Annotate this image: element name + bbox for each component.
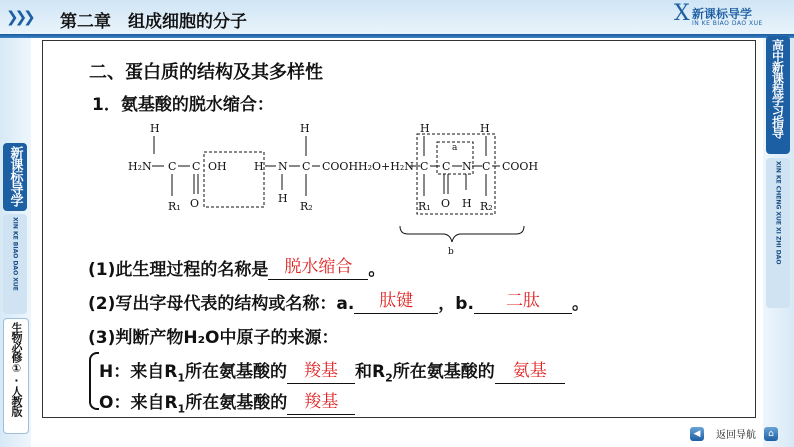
atom-r2: R₂ (300, 200, 313, 213)
atom-h2n: H₂N (128, 160, 152, 173)
question-2: (2)写出字母代表的结构或名称：a. 肽键 ，b. 二肽 。 (88, 291, 589, 314)
atom-n: N (462, 160, 472, 173)
atom-r1: R₁ (418, 200, 431, 213)
h-origin-line: H：来自$R_1$所在氨基酸的 羧基 和$R_2$所在氨基酸的 氨基 (99, 357, 565, 384)
atom-c: C (192, 160, 201, 173)
atom-c: C (420, 160, 429, 173)
atom-r1: R₁ (168, 200, 181, 213)
answer-blank: 羧基 (287, 361, 355, 384)
atom-r2: R₂ (480, 200, 493, 213)
back-to-nav-button[interactable]: 返回导航 (716, 430, 756, 441)
atom-c: C (442, 160, 451, 173)
atom-oh: OH (208, 160, 227, 173)
home-icon[interactable]: ⌂ (764, 427, 778, 441)
atom-h: H (420, 122, 430, 135)
dehydration-diagram (128, 116, 548, 258)
atom-o: O (190, 197, 200, 210)
label-b: b (448, 247, 454, 257)
answer-blank-b: 二肽 (474, 291, 572, 314)
brace-b (400, 226, 524, 242)
sidebar-tab-pinyin[interactable]: XIN KE BIAO DAO XUE (3, 214, 27, 314)
atom-n: N (278, 160, 288, 173)
label-a: a (452, 143, 458, 153)
brand-logo: X 新课标导学 IN KE BIAO DAO XUE (674, 1, 763, 27)
sidebar-tab-guide[interactable]: 高中新课程学习指导 (766, 36, 790, 154)
atom-h2o-h2n: H₂O+H₂N (358, 160, 414, 173)
answer-blank: 氨基 (495, 361, 565, 384)
item-title: 1．氨基酸的脱水缩合： (92, 95, 274, 115)
header-divider (0, 34, 794, 38)
atom-h: H (462, 197, 472, 210)
question-3: (3)判断产物H₂O中原子的来源： (88, 328, 339, 348)
chevron-right-icon: ❯❯❯ (6, 8, 32, 26)
question-1: (1)此生理过程的名称是 脱水缩合 。 (88, 257, 386, 280)
left-sidebar (0, 38, 31, 447)
atom-h: H (480, 122, 490, 135)
atom-h: H (150, 122, 160, 135)
prev-page-icon[interactable]: ◀ (690, 427, 704, 441)
sidebar-tab-guide-pinyin[interactable]: XIN KE CHENG XUE XI ZHI DAO (766, 158, 790, 308)
atom-h: H (278, 192, 288, 205)
answer-blank-a: 肽键 (354, 291, 438, 314)
atom-h: H (300, 122, 310, 135)
o-origin-line: O：来自$R_1$所在氨基酸的 羧基 (99, 388, 355, 415)
answer-blank: 羧基 (287, 392, 355, 415)
answer-blank: 脱水缩合 (268, 257, 368, 280)
header-bar (0, 0, 794, 34)
chapter-title: 组成细胞的分子 (128, 12, 247, 32)
atom-c: C (482, 160, 491, 173)
atom-cooh: COOH (322, 160, 359, 173)
atom-o: O (441, 197, 451, 210)
sidebar-tab-book[interactable]: 生物必修①·人教版 (3, 318, 29, 434)
left-brace (89, 352, 99, 410)
chapter-label: 第二章 (60, 12, 111, 32)
atom-cooh: COOH (502, 160, 539, 173)
right-sidebar (763, 38, 794, 447)
section-heading: 二、蛋白质的结构及其多样性 (89, 62, 323, 83)
atom-c: C (168, 160, 177, 173)
atom-c: C (302, 160, 311, 173)
sidebar-tab-xinkebiao[interactable]: 新课标导学 (3, 143, 27, 211)
atom-h: H (254, 160, 264, 173)
